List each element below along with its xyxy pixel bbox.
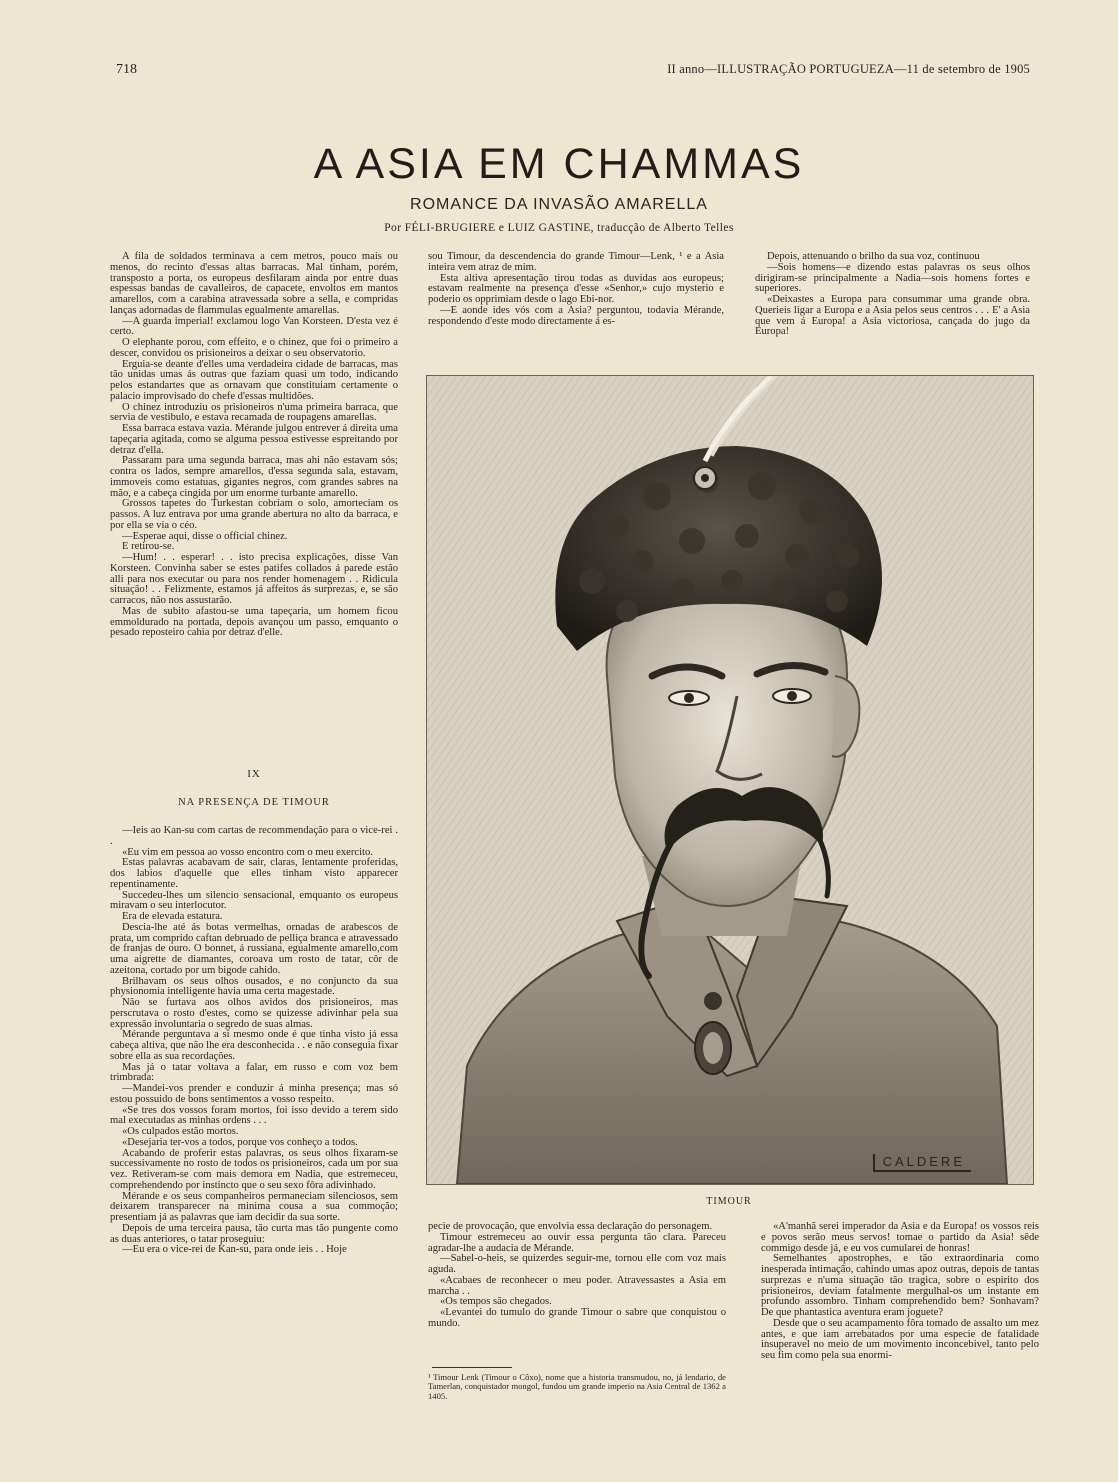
- paragraph: «Eu vim em pessoa ao vosso encontro com o meu exercito.: [122, 846, 373, 858]
- column-2-bottom: [428, 1222, 726, 1330]
- paragraph: Mérande e os seus companheiros permaneciam silenciosos, sem deixarem transparecer na minima cousa a sua commoção; presentiam já as palavras que iam decidir da sua sorte.: [110, 1190, 398, 1223]
- column-1-top: [110, 252, 398, 639]
- portrait-illustration: [426, 375, 1034, 1185]
- issue-line: II anno—ILLUSTRAÇÃO PORTUGUEZA—11 de setembro de 1905: [667, 62, 1030, 76]
- column-3-top: [755, 252, 1030, 338]
- paragraph: —Ieis ao Kan-su com cartas de recommendação para o vice-rei . .: [110, 825, 398, 847]
- paragraph: Grossos tapetes do Turkestan cobriam o solo, amorteciam os passos. A luz entrava por uma grande abertura no alto da barraca, e por ella se via o céo.: [110, 498, 398, 531]
- paragraph: Desde que o seu acampamento fôra tomado de assalto um mez antes, e que iam arrebatados por uma especie de fatalidade insuperavel no meio de um movimento inconcebivel, tanto pelo seu fim como pela sua enormi-: [761, 1317, 1039, 1361]
- paragraph: Depois de uma terceira pausa, tão curta mas tão pungente como as duas anteriores, o tatar proseguiu:: [110, 1222, 398, 1245]
- paragraph: «Os tempos são chegados.: [440, 1296, 552, 1308]
- paragraph: —Sois homens—e dizendo estas palavras os seus olhos dirigiram-se principalmente a Nadia—sois homens fortes e superiores.: [755, 261, 1030, 295]
- paragraph: «Levantei do tumulo do grande Timour o sabre que conquistou o mundo.: [428, 1307, 726, 1329]
- paragraph: Essa barraca estava vazia. Mérande julgou entrever á direita uma tapeçaria agitada, como se alguma pessoa estivesse espreitando por detraz d'ella.: [110, 423, 398, 456]
- chapter-number: IX: [247, 768, 261, 780]
- chapter-title: NA PRESENÇA DE TIMOUR: [178, 797, 330, 808]
- article-subtitle: ROMANCE DA INVASÃO AMARELLA: [410, 196, 708, 213]
- illustration-caption: TIMOUR: [706, 1196, 752, 1207]
- paragraph: Brilhavam os seus olhos ousados, e no conjuncto da sua physionomia intelligente havia uma certa magestade.: [110, 975, 398, 998]
- paragraph: Era de elevada estatura.: [122, 911, 223, 922]
- portrait-drawing: [427, 376, 1033, 1184]
- footnote: ¹ Timour Lenk (Timour o Côxo), nome que a historia transmudou, no, já lendario, de Tamerlan, conquistador mongol, fundou um grande imperio na Asia Central de 1362 a 1405.: [428, 1372, 726, 1401]
- artist-signature: CALDERE: [873, 1154, 971, 1172]
- column-2-top: [428, 252, 724, 327]
- paragraph: pecie de provocação, que envolvia essa declaração do personagem.: [428, 1221, 713, 1232]
- paragraph: —A guarda imperial! exclamou logo Van Korsteen. D'esta vez é certo.: [110, 315, 398, 338]
- paragraph: —Mandei-vos prender e conduzir á minha presença; mas só estou possuido de bons sentimentos a vosso respeito.: [110, 1083, 398, 1105]
- paragraph: Não se furtava aos olhos avidos dos prisioneiros, mas perscrutava o rosto d'estes, como se quizesse adivinhar pela sua expressão involuntaria o segredo de suas almas.: [110, 997, 398, 1030]
- paragraph: «A'manhã serei imperador da Asia e da Europa! os vossos reis e povos serão meus servos! tomae o partido da Asia! sêde commigo desde já, e eu vos cumularei de honras!: [761, 1221, 1039, 1254]
- paragraph: —Sabel-o-heis, se quizerdes seguir-me, tornou elle com voz mais aguda.: [428, 1253, 726, 1275]
- running-head: [116, 62, 1030, 82]
- paragraph: Erguia-se deante d'elles uma verdadeira cidade de barracas, mas tão unidas umas ás outras que faziam quasi um todo, indicando pelos estandartes que as ornavam que constituiam certamente o palacio improvisado do chefe d'essas multidões.: [110, 358, 398, 402]
- paragraph: —Hum! . . esperar! . . isto precisa explicações, disse Van Korsteen. Convinha saber se estes patifes collados á parede estão alli para nos executar ou para nos render homenagem . . Ridicula situação! . . Felizmente, estamos já affeitos ás surprezas, e, se são carracos, não nos assustarão.: [110, 552, 398, 606]
- paragraph: O elephante porou, com effeito, e o chinez, que foi o primeiro a descer, convidou os prisioneiros a deixar o seu observatorio.: [110, 337, 398, 359]
- paragraph: «Acabaes de reconhecer o meu poder. Atravessastes a Asia em marcha . .: [428, 1274, 726, 1297]
- article-byline: Por FÉLI-BRUGIERE e LUIZ GASTINE, traducção de Alberto Telles: [384, 222, 734, 234]
- paragraph: «Os culpados estão mortos.: [122, 1126, 239, 1137]
- paragraph: Mas já o tatar voltava a falar, em russo e com voz bem trimbrada:: [110, 1061, 398, 1084]
- article-title: A ASIA EM CHAMMAS: [313, 140, 805, 188]
- paragraph: Semelhantes apostrophes, e tão extraordinaria como inesperada intimação, cahindo umas apoz outras, depois de tantas surprezas e n'uma situação tão tragica, sobre o espirito dos prisioneiros, deviam fatalmente mergulhal-os um instante em profundo assombro. Tinham comprehendido bem? Sonhavam? De que phantastica aventura eram joguete?: [761, 1253, 1039, 1318]
- paragraph: Esta altiva apresentação tirou todas as duvidas aos europeus; estavam realmente na presença d'esse «Senhor,» cujo mysterio e poderio os opprimiam desde o lago Ebi-nor.: [428, 272, 724, 305]
- paragraph: Mas de subito afastou-se uma tapeçaria, um homem ficou emmoldurado na portada, depois avançou um passo, emquanto o pesado reposteiro cahia por detraz d'elle.: [110, 605, 398, 639]
- paragraph: «Se tres dos vossos foram mortos, foi isso devido a terem sido mal executadas as minhas ordens . . .: [110, 1104, 398, 1127]
- paragraph: Descia-lhe até ás botas vermelhas, ornadas de arabescos de prata, um comprido caftan debruado de pelliça branca e atravessado de franjas de ouro. O bonnet, á russiana, egualmente amarello,com uma aigrette de diamantes, coroava um rosto de tatar, côr de azeitona, cortado por um bigode cahido.: [110, 921, 398, 976]
- page-number: 718: [116, 62, 137, 77]
- paragraph: O chinez introduziu os prisioneiros n'uma primeira barraca, que servia de vestibulo, e estava recamada de roupagens amarellas.: [110, 401, 398, 424]
- paragraph: «Deixastes a Europa para consummar uma grande obra. Querieis ligar a Europa e a Asia pelos seus centros . . . E' a Asia que vem á Europa! a Asia victoriosa, cançada do jugo da Europa!: [755, 294, 1030, 338]
- paragraph: Acabando de proferir estas palavras, os seus olhos fixaram-se successivamente no rosto de todos os prisioneiros, cada um por sua vez. Retiveram-se com mais demora em Nadia, que estremeceu, comprehendendo por instincto que o seu sexo fôra adivinhado.: [110, 1147, 398, 1191]
- footnote-rule: [432, 1367, 512, 1368]
- paragraph: Depois, attenuando o brilho da sua voz, continuou: [767, 251, 980, 262]
- paragraph: Mérande perguntava a si mesmo onde é que tinha visto já essa cabeça altiva, que não lhe era desconhecida . . e não conseguia fixar sobre ella as sua recordações.: [110, 1029, 398, 1062]
- column-1-bottom: [110, 826, 398, 1256]
- column-3-bottom: [761, 1222, 1039, 1362]
- paragraph: Timour estremeceu ao ouvir essa pergunta tão clara. Pareceu agradar-lhe a audacia de Mérande.: [428, 1231, 726, 1254]
- paragraph: E retirou-se.: [122, 541, 175, 553]
- paragraph: Estas palavras acabavam de sair, claras, lentamente proferidas, dos labios d'aquelle que elles tinham visto apparecer repentinamente.: [110, 857, 398, 890]
- paragraph: —Esperae aqui, disse o official chinez.: [122, 530, 288, 542]
- paragraph: «Desejaria ter-vos a todos, porque vos conheço a todos.: [122, 1136, 358, 1148]
- paragraph: Passaram para uma segunda barraca, mas ahi não estavam sós; contra os lados, sempre amarellos, d'essa segunda sala, estavam, immoveis como estatuas, gigantes negros, com grandes sabres na mão, e a cabeça cingida por um enorme turbante amarello.: [110, 455, 398, 499]
- paragraph: —E aonde ides vós com a Asia? perguntou, todavia Mérande, respondendo d'este modo directamente á es-: [428, 304, 724, 327]
- paragraph: sou Timour, da descendencia do grande Timour—Lenk, ¹ e a Asia inteira vem atraz de mim.: [428, 251, 724, 273]
- paragraph: —Eu era o vice-rei de Kan-su, para onde ieis . . Hoje: [122, 1244, 347, 1256]
- paragraph: Succedeu-lhes um silencio sensacional, emquanto os europeus miravam o seu interlocutor.: [110, 889, 398, 912]
- paragraph: A fila de soldados terminava a cem metros, pouco mais ou menos, do recinto d'essas altas barracas. Mal tinham, porém, transposto a porta, os europeus desfilaram ainda por entre duas espessas bandas de cavalleiros, de capacete, envoltos em mantos amarellos, com a carabina atravessada sobre a sella, e compridas lanças adornadas de flammulas egualmente amarellas.: [110, 251, 398, 316]
